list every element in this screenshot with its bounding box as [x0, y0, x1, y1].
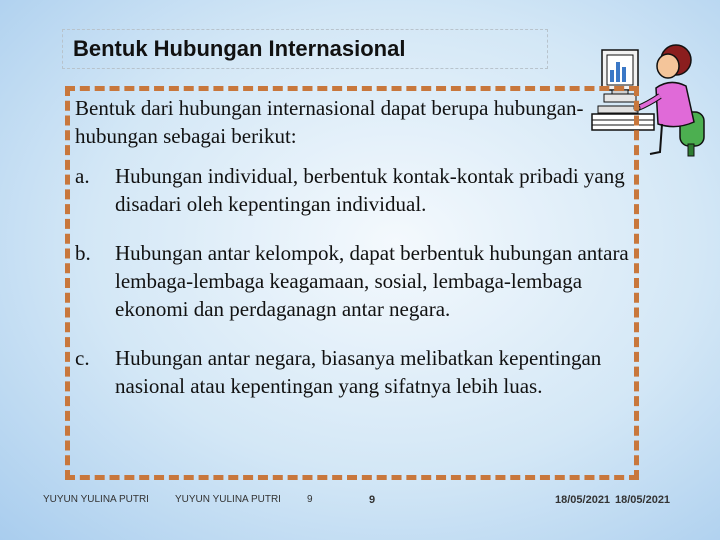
slide-title: Bentuk Hubungan Internasional	[73, 36, 406, 61]
list-item-text: Hubungan antar negara, biasanya melibatkan kepentingan nasional atau kepentingan yang sifatnya lebih luas.	[115, 346, 602, 398]
footer-author: YUYUN YULINA PUTRI	[175, 494, 281, 505]
footer-date: 18/05/2021	[555, 494, 611, 506]
content-body	[75, 94, 635, 421]
list-item	[75, 344, 635, 400]
footer-page-number: 9	[369, 494, 376, 506]
intro-text: Bentuk dari hubungan internasional dapat berupa hubungan-hubungan sebagai berikut:	[75, 96, 584, 148]
list-item-text: Hubungan individual, berbentuk kontak-kontak pribadi yang disadari oleh kepentingan individual.	[115, 164, 625, 216]
list-item-text: Hubungan antar kelompok, dapat berbentuk hubungan antara lembaga-lembaga keagamaan, sosial, lembaga-lembaga ekonomi dan perdaganagn antar negara.	[115, 241, 629, 321]
list-item-letter: a.	[75, 164, 90, 188]
title-box	[62, 29, 548, 69]
list-item-letter: b.	[75, 241, 91, 265]
footer-page-number: 9	[307, 494, 313, 505]
list-item-letter: c.	[75, 346, 90, 370]
list-item	[75, 162, 635, 218]
list-item	[75, 239, 635, 323]
footer-author: YUYUN YULINA PUTRI	[43, 494, 149, 505]
footer-date: 18/05/2021	[615, 494, 671, 506]
